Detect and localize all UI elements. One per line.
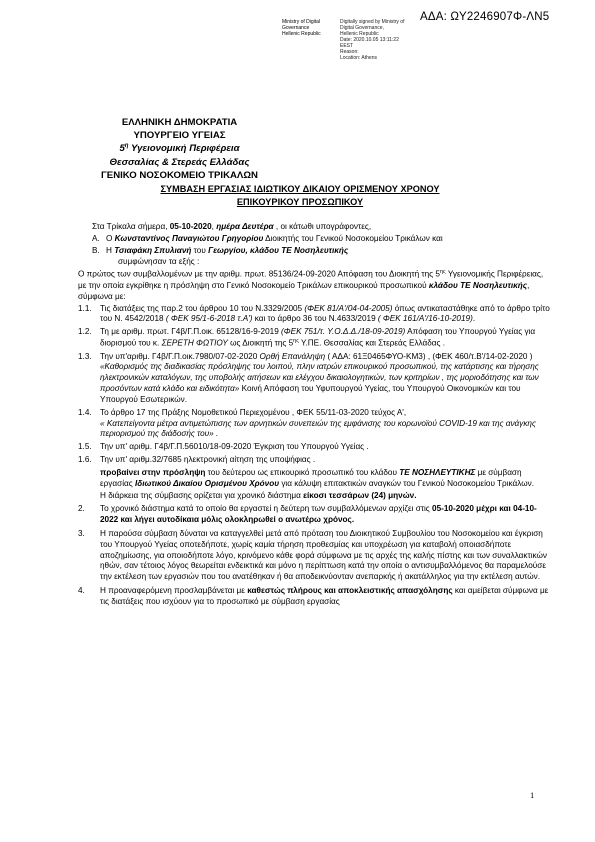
clause-1-3: 1.3. Την υπ'αριθμ. Γ4β/Γ.Π.οικ.7980/07-02-2020 Ορθή Επανάληψη ( ΑΔΑ: 61Ξ0465ΦΥΟ-ΚΜ3) , (ΦΕΚ 460/τ.Β'/14-02-2020 ) «Καθορισμός της διαδικασίας πρόσληψης του λοιπού, πλην ιατρών επικουρικού προσωπικού, της κατάρτισης και τήρησης ηλεκτρονικών καταλόγων, της υποβολής αιτήσεων και ελέγχου δικαιολογητικών, των κριτηρίων , της μοριοδότησης και των προσόντων κατά κλάδο και ειδικότητα» Κοινή Απόφαση του Υφυπουργού Υγείας, του Υπουργού Οικονομικών και του Υπουργού Εσωτερικών. [78, 351, 539, 404]
title-line-1: ΣΥΜΒΑΣΗ ΕΡΓΑΣΙΑΣ ΙΔΙΩΤΙΚΟΥ ΔΙΚΑΙΟΥ ΟΡΙΣΜΕΝΟΥ ΧΡΟΝΟΥ [160, 184, 440, 194]
signature-line: Governance [282, 25, 310, 31]
party-a: Α. Ο Κωνσταντίνος Παναγιώτου Γρηγορίου Διοικητής του Γενικού Νοσοκομείου Τρικάλων και [92, 233, 443, 243]
clause-1-1: 1.1. Τις διατάξεις της παρ.2 του άρθρου 10 του Ν.3329/2005 (ΦΕΚ 81/Α'/04-04-2005) όπως αντικαταστάθηκε από το άρθρο τρίτο του Ν. 4542/2018 ( ΦΕΚ 95/1-6-2018 τ.Α') και το άρθρο 36 του Ν.4633/2019 ( ΦΕΚ 161/Α'/16-10-2019). [78, 303, 550, 324]
signature-detail: Location: Athens [340, 55, 377, 61]
signature-line: Ministry of Digital [282, 19, 321, 25]
document-title [90, 183, 510, 209]
page-number: 1 [530, 790, 535, 800]
agreement-line: συμφώνησαν τα εξής : [118, 257, 200, 267]
signature-detail: Hellenic Republic [340, 31, 379, 37]
hiring-paragraph: προβαίνει στην πρόσληψη του δεύτερου ως επικουρικό προσωπικό του κλάδου ΤΕ ΝΟΣΗΛΕΥΤΙΚΗΣ με σύμβαση εργασίας Ιδιωτικού Δικαίου Ορισμένου Χρόνου για κάλυψη επιτακτικών αναγκών του Γενικού Νοσοκομείου Τρικάλων. [100, 467, 534, 488]
clause-1-5: 1.5. Την υπ' αριθμ. Γ4β/Γ.Π.56010/18-09-2020 Έγκριση του Υπουργού Υγείας . [78, 442, 369, 452]
digital-signature-stamp [282, 19, 420, 61]
duration-paragraph: Η διάρκεια της σύμβασης ορίζεται για χρονικό διάστημα είκοσι τεσσάρων (24) μηνών. [100, 490, 417, 500]
party-b: Β. Η Τσιαφάκη Σπυλιανή του Γεωργίου, κλάδου ΤΕ Νοσηλευτικής [92, 245, 349, 255]
clause-2: 2. Το χρονικό διάστημα κατά το οποίο θα εργαστεί η δεύτερη των συμβαλλόμενων αρχίζει στις 05-10-2020 μέχρι και 04-10-2022 και λήγει αυτοδίκαια μόλις ολοκληρωθεί ο ανωτέρω χρόνος. [78, 504, 537, 525]
letterhead-subregion: Θεσσαλίας & Στερεάς Ελλάδας [109, 156, 250, 168]
signature-detail: EEST [340, 43, 354, 49]
intro-paragraph: Στα Τρίκαλα σήμερα, 05-10-2020, ημέρα Δευτέρα , οι κάτωθι υπογράφοντες, [92, 222, 372, 231]
signature-line: Hellenic Republic [282, 31, 321, 37]
clause-1-2: 1.2. Τη με αριθμ. πρωτ. Γ4β/Γ.Π.οικ. 65128/16-9-2019 (ΦΕΚ 751/τ. Υ.Ο.Δ.Δ./18-09-2019) Απόφαση του Υπουργού Υγείας για διορισμού του κ. ΣΕΡΕΤΗ ΦΩΤΙΟΥ ως Διοικητή της $5^{\eta\varsigma}$ Υ.ΠΕ. Θεσσαλίας και Στερεάς Ελλάδας . [78, 327, 536, 348]
clause-3: 3. Η παρούσα σύμβαση δύναται να καταγγελθεί μετά από πρόταση του Διοικητικού Συμβουλίου του Νοσοκομείου και έγκριση του Υπουργού Υγείας οποτεδήποτε, χωρίς καμία τήρηση προθεσμίας και υποχρέωση για καταβολή οποιασδήποτε αποζημίωσης, για οποιοδήποτε λόγο, κρινόμενο κάθε φορά σύμφωνα με τις αρχές της καλής πίστης και των συναλλακτικών ηθών, σαν τέτοιος λόγος θεωρείται ενδεικτικά και μόνο η περίπτωση κατά την οποία ο αντισυμβαλλόμενος θα παραμελούσε την εκτέλεση των εργασιών που του ανατέθηκαν ή θα αποδεικνύονταν ανεπαρκής ή ακατάλληλος για την εκτέλεση αυτών. [78, 529, 548, 582]
clause-1-6: 1.6. Την υπ' αριθμ.32/7685 ηλεκτρονική αίτηση της υποψήφιας . [78, 455, 316, 465]
first-party-paragraph: Ο πρώτος των συμβαλλομένων με την αριθμ. πρωτ. 85136/24-09-2020 Απόφαση του Διοικητή της $5^{\eta\varsigma}$ Υγειονομικής Περιφέρειας, με την οποία εγκρίθηκε η πρόσληψη στο Γενικό Νοσοκομείο Τρικάλων επικουρικού προσωπικού κλάδου ΤΕ Νοσηλευτικής, σύμφωνα με: [78, 269, 544, 301]
signature-detail: Reason: [340, 49, 359, 55]
signature-detail: Date: 2020.10.05 13:11:22 [340, 37, 399, 43]
letterhead-region: $5^\eta$ Υγειονομική Περιφέρεια [119, 143, 240, 155]
signature-detail: Digital Governance, [340, 25, 384, 31]
letterhead-ministry: ΥΠΟΥΡΓΕΙΟ ΥΓΕΙΑΣ [133, 130, 226, 142]
clause-1-4: 1.4. Το άρθρο 17 της Πράξης Νομοθετικού Περιεχομένου , ΦΕΚ 55/11-03-2020 τεύχος Α', « Κατεπείγοντα μέτρα αντιμετώπισης των αρνητικών συνεπειών της εμφάνισης του κορωνοϊού COVID-19 και της ανάγκης περιορισμού της διάδοσής του» . [78, 407, 536, 439]
letterhead-country: ΕΛΛΗΝΙΚΗ ΔΗΜΟΚΡΑΤΙΑ [121, 117, 238, 128]
signature-detail: Digitally signed by Ministry of [340, 19, 405, 25]
clause-4: 4. Η προαναφερόμενη προσλαμβάνεται με καθεστώς πλήρους και αποκλειστικής απασχόλησης και αμείβεται σύμφωνα με τις διατάξεις που ισχύουν για το προσωπικό με σύμβαση εργασίας [78, 586, 549, 606]
document-body [78, 222, 552, 611]
title-line-2: ΕΠΙΚΟΥΡΙΚΟΥ ΠΡΟΣΩΠΙΚΟΥ [236, 196, 364, 207]
letterhead [72, 116, 287, 182]
ada-code: ΑΔΑ: ΩΥ2246907Φ-ΛΝ5 [420, 11, 550, 23]
letterhead-hospital: ΓΕΝΙΚΟ ΝΟΣΟΚΟΜΕΙΟ ΤΡΙΚΑΛΩΝ [101, 170, 258, 182]
